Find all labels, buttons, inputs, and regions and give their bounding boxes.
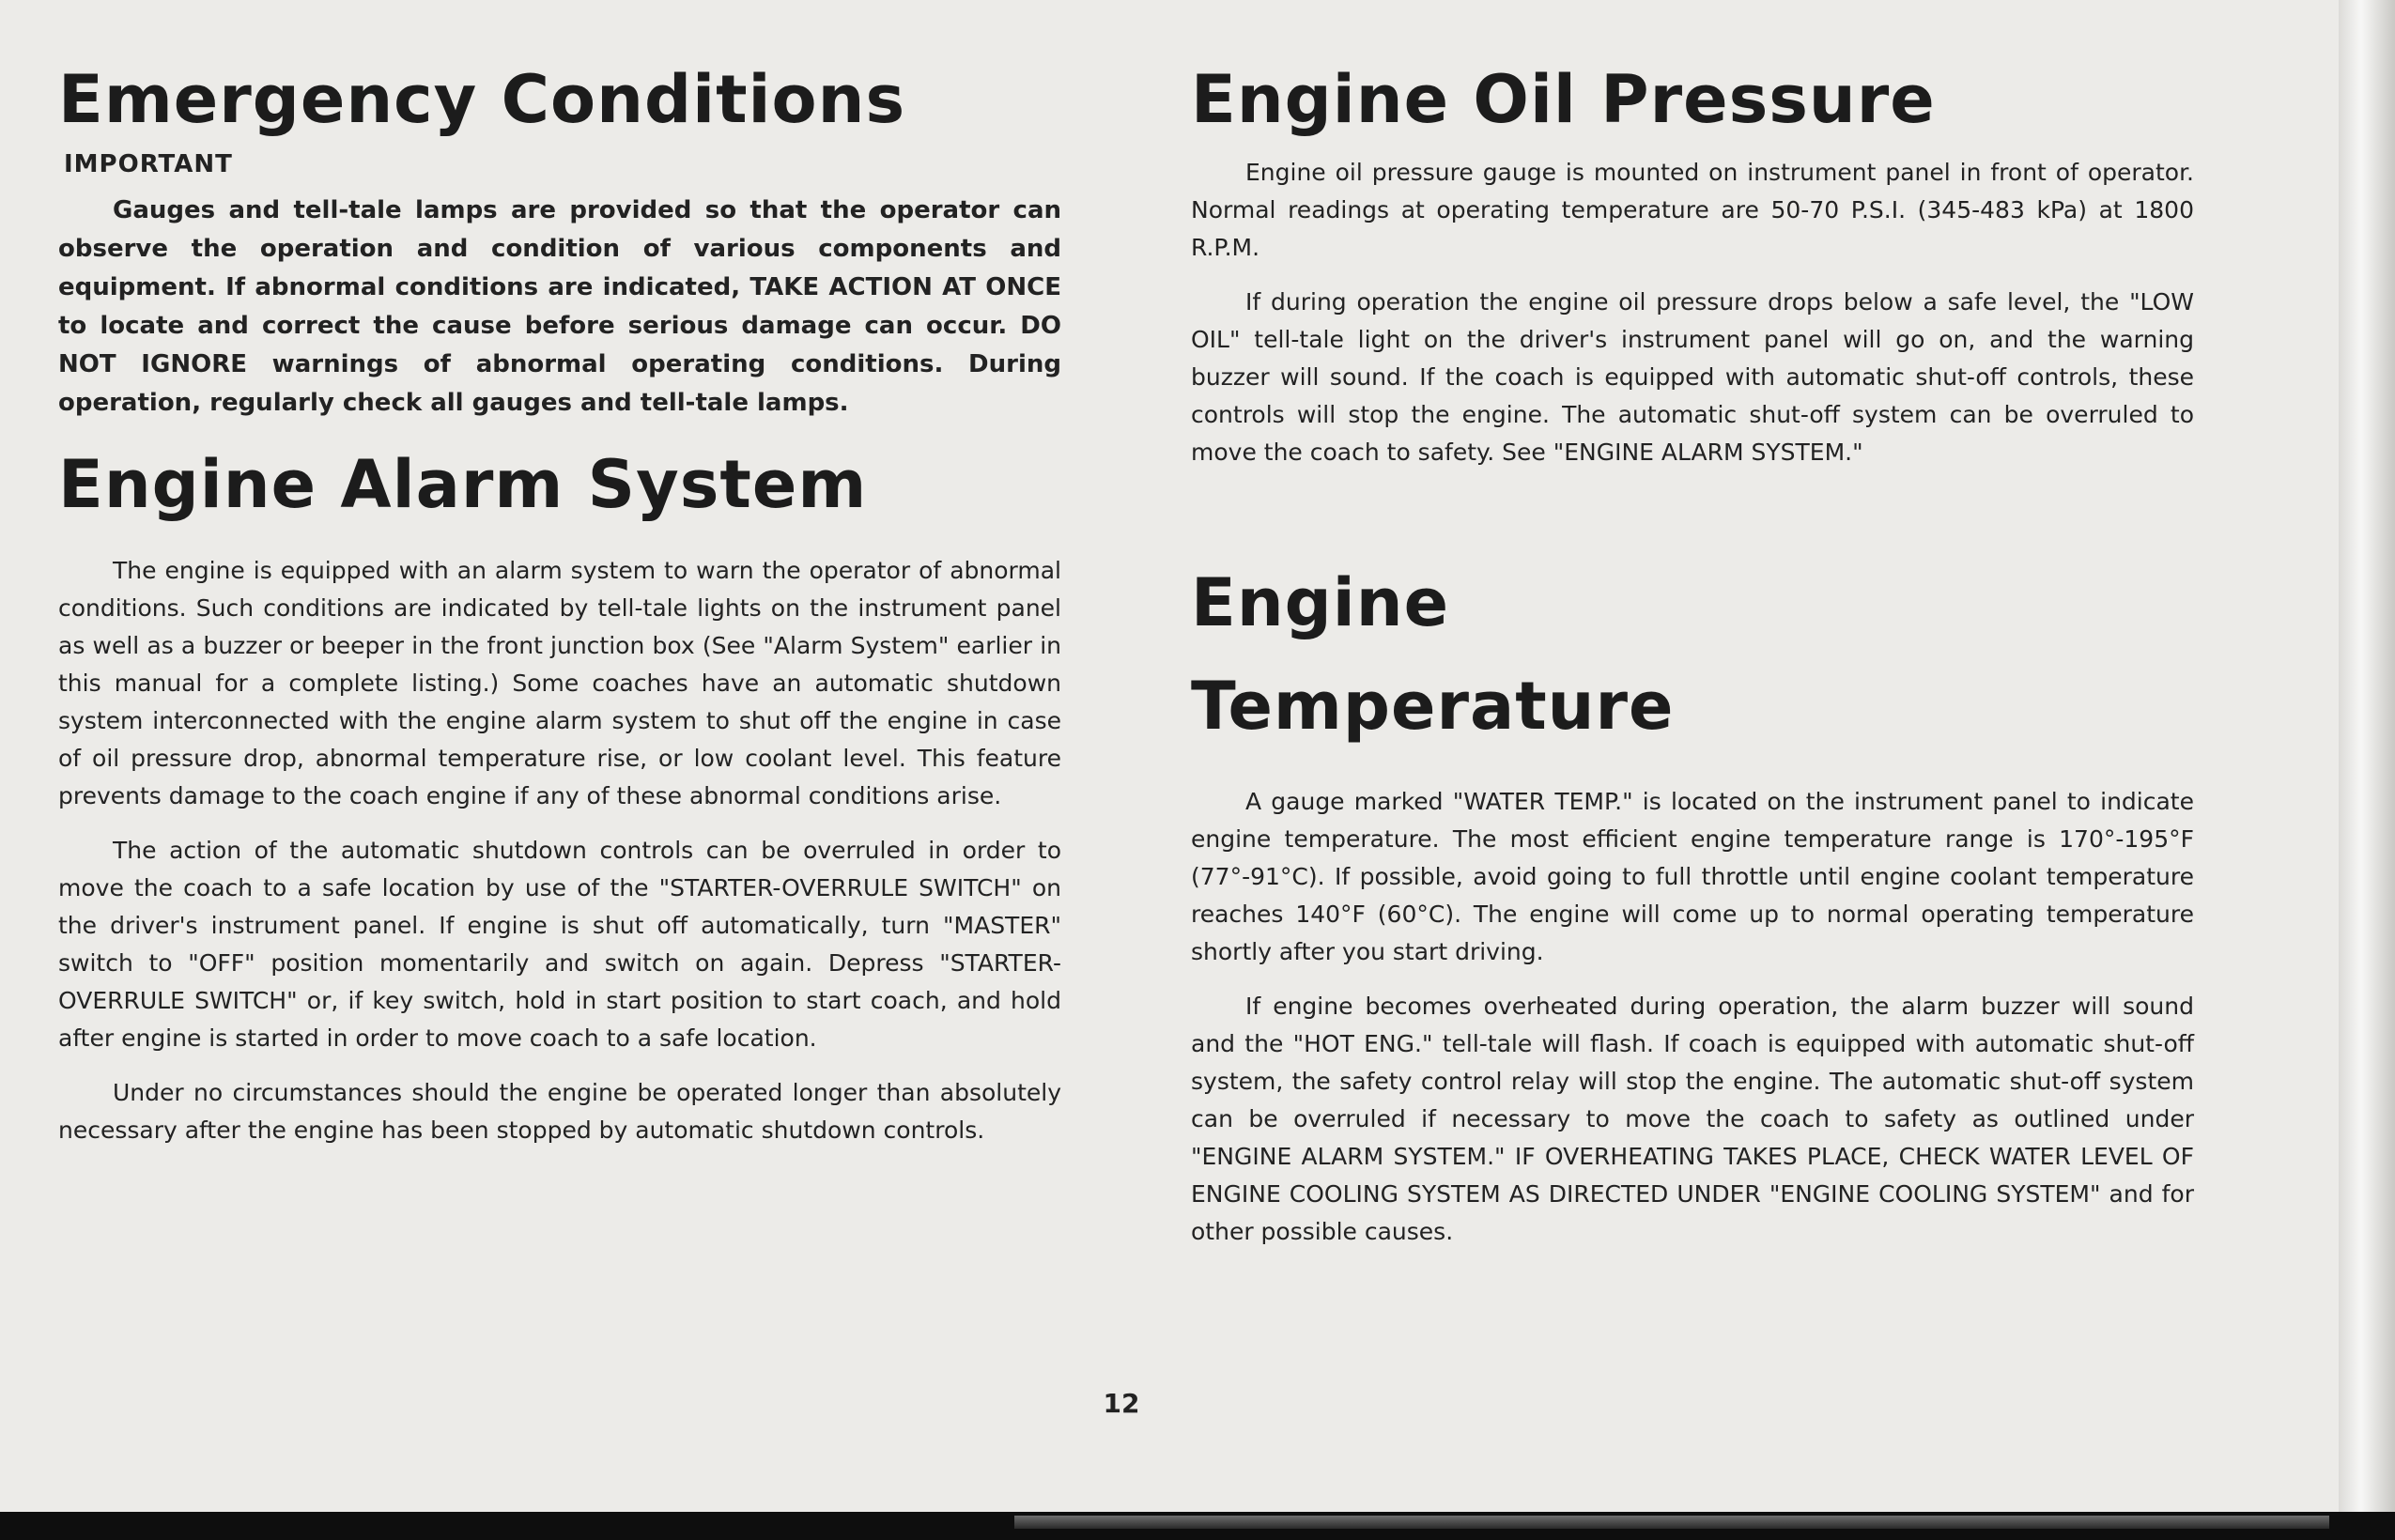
engine-alarm-system-heading: Engine Alarm System [58, 446, 868, 523]
page-binding-edge [2339, 0, 2395, 1540]
alarm-paragraph-2: The action of the automatic shutdown controls can be overruled in order to move the coach to a safe location by use of the "STARTER-OVERRULE SWITCH" on the driver's instrument panel. If engine is shut off automatically, turn "MASTER" switch to "OFF" position momentarily and switch on again. Depress "STARTER-OVERRULE SWITCH" or, if key switch, hold in start position to start coach, and hold after engine is started in order to move coach to a safe location. [58, 837, 1061, 1052]
right-column [1191, 54, 2194, 1268]
emergency-conditions-heading: Emergency Conditions [58, 61, 906, 138]
engine-oil-pressure-heading: Engine Oil Pressure [1191, 61, 1936, 138]
engine-temperature-heading-line1: Engine [1191, 564, 1450, 641]
alarm-paragraph-3: Under no circumstances should the engine be operated longer than absolutely necessary after the engine has been stopped by automatic shutdown controls. [58, 1079, 1061, 1144]
alarm-paragraph-1: The engine is equipped with an alarm system to warn the operator of abnormal conditions. Such conditions are indicated by tell-tale lights on the instrument panel as well as a buzzer or beeper in the front junction box (See "Alarm System" earlier in this manual for a complete listing.) Some coaches have an automatic shutdown system interconnected with the engine alarm system to shut off the engine in case of oil pressure drop, abnormal temperature rise, or low coolant level. This feature prevents damage to the coach engine if any of these abnormal conditions arise. [58, 557, 1061, 809]
page-number: 12 [1103, 1388, 1140, 1419]
oil-paragraph-1: Engine oil pressure gauge is mounted on instrument panel in front of operator. Normal readings at operating temperature are 50-70 P.S.I. (345-483 kPa) at 1800 R.P.M. [1191, 159, 2194, 261]
left-column [58, 54, 1061, 1166]
important-label: IMPORTANT [64, 150, 233, 178]
oil-paragraph-2: If during operation the engine oil pressure drops below a safe level, the "LOW OIL" tell-tale light on the driver's instrument panel will go on, and the warning buzzer will sound. If the coach is equipped with automatic shut-off controls, these controls will stop the engine. The automatic shut-off system can be overruled to move the coach to safety. See "ENGINE ALARM SYSTEM." [1191, 288, 2194, 466]
bottom-scan-strip [1014, 1516, 2329, 1529]
emergency-paragraph: Gauges and tell-tale lamps are provided so that the operator can observe the operation and condition of various components and equipment. If abnormal conditions are indicated, TAKE ACTION AT ONCE to locate and correct the cause before serious damage can occur. DO NOT IGNORE warnings of abnormal operating conditions. During operation, regularly check all gauges and tell-tale lamps. [58, 196, 1061, 417]
temp-paragraph-2: If engine becomes overheated during operation, the alarm buzzer will sound and the "HOT ENG." tell-tale will flash. If coach is equipped with automatic shut-off system, the safety control relay will stop the engine. The automatic shut-off system can be overruled if necessary to move the coach to safety as outlined under "ENGINE ALARM SYSTEM." IF OVERHEATING TAKES PLACE, CHECK WATER LEVEL OF ENGINE COOLING SYSTEM AS DIRECTED UNDER "ENGINE COOLING SYSTEM" and for other possible causes. [1191, 993, 2194, 1245]
temp-paragraph-1: A gauge marked "WATER TEMP." is located on the instrument panel to indicate engine temperature. The most efficient engine temperature range is 170°-195°F (77°-91°C). If possible, avoid going to full throttle until engine coolant temperature reaches 140°F (60°C). The engine will come up to normal operating temperature shortly after you start driving. [1191, 788, 2194, 965]
engine-temperature-heading-line2: Temperature [1191, 668, 1675, 745]
